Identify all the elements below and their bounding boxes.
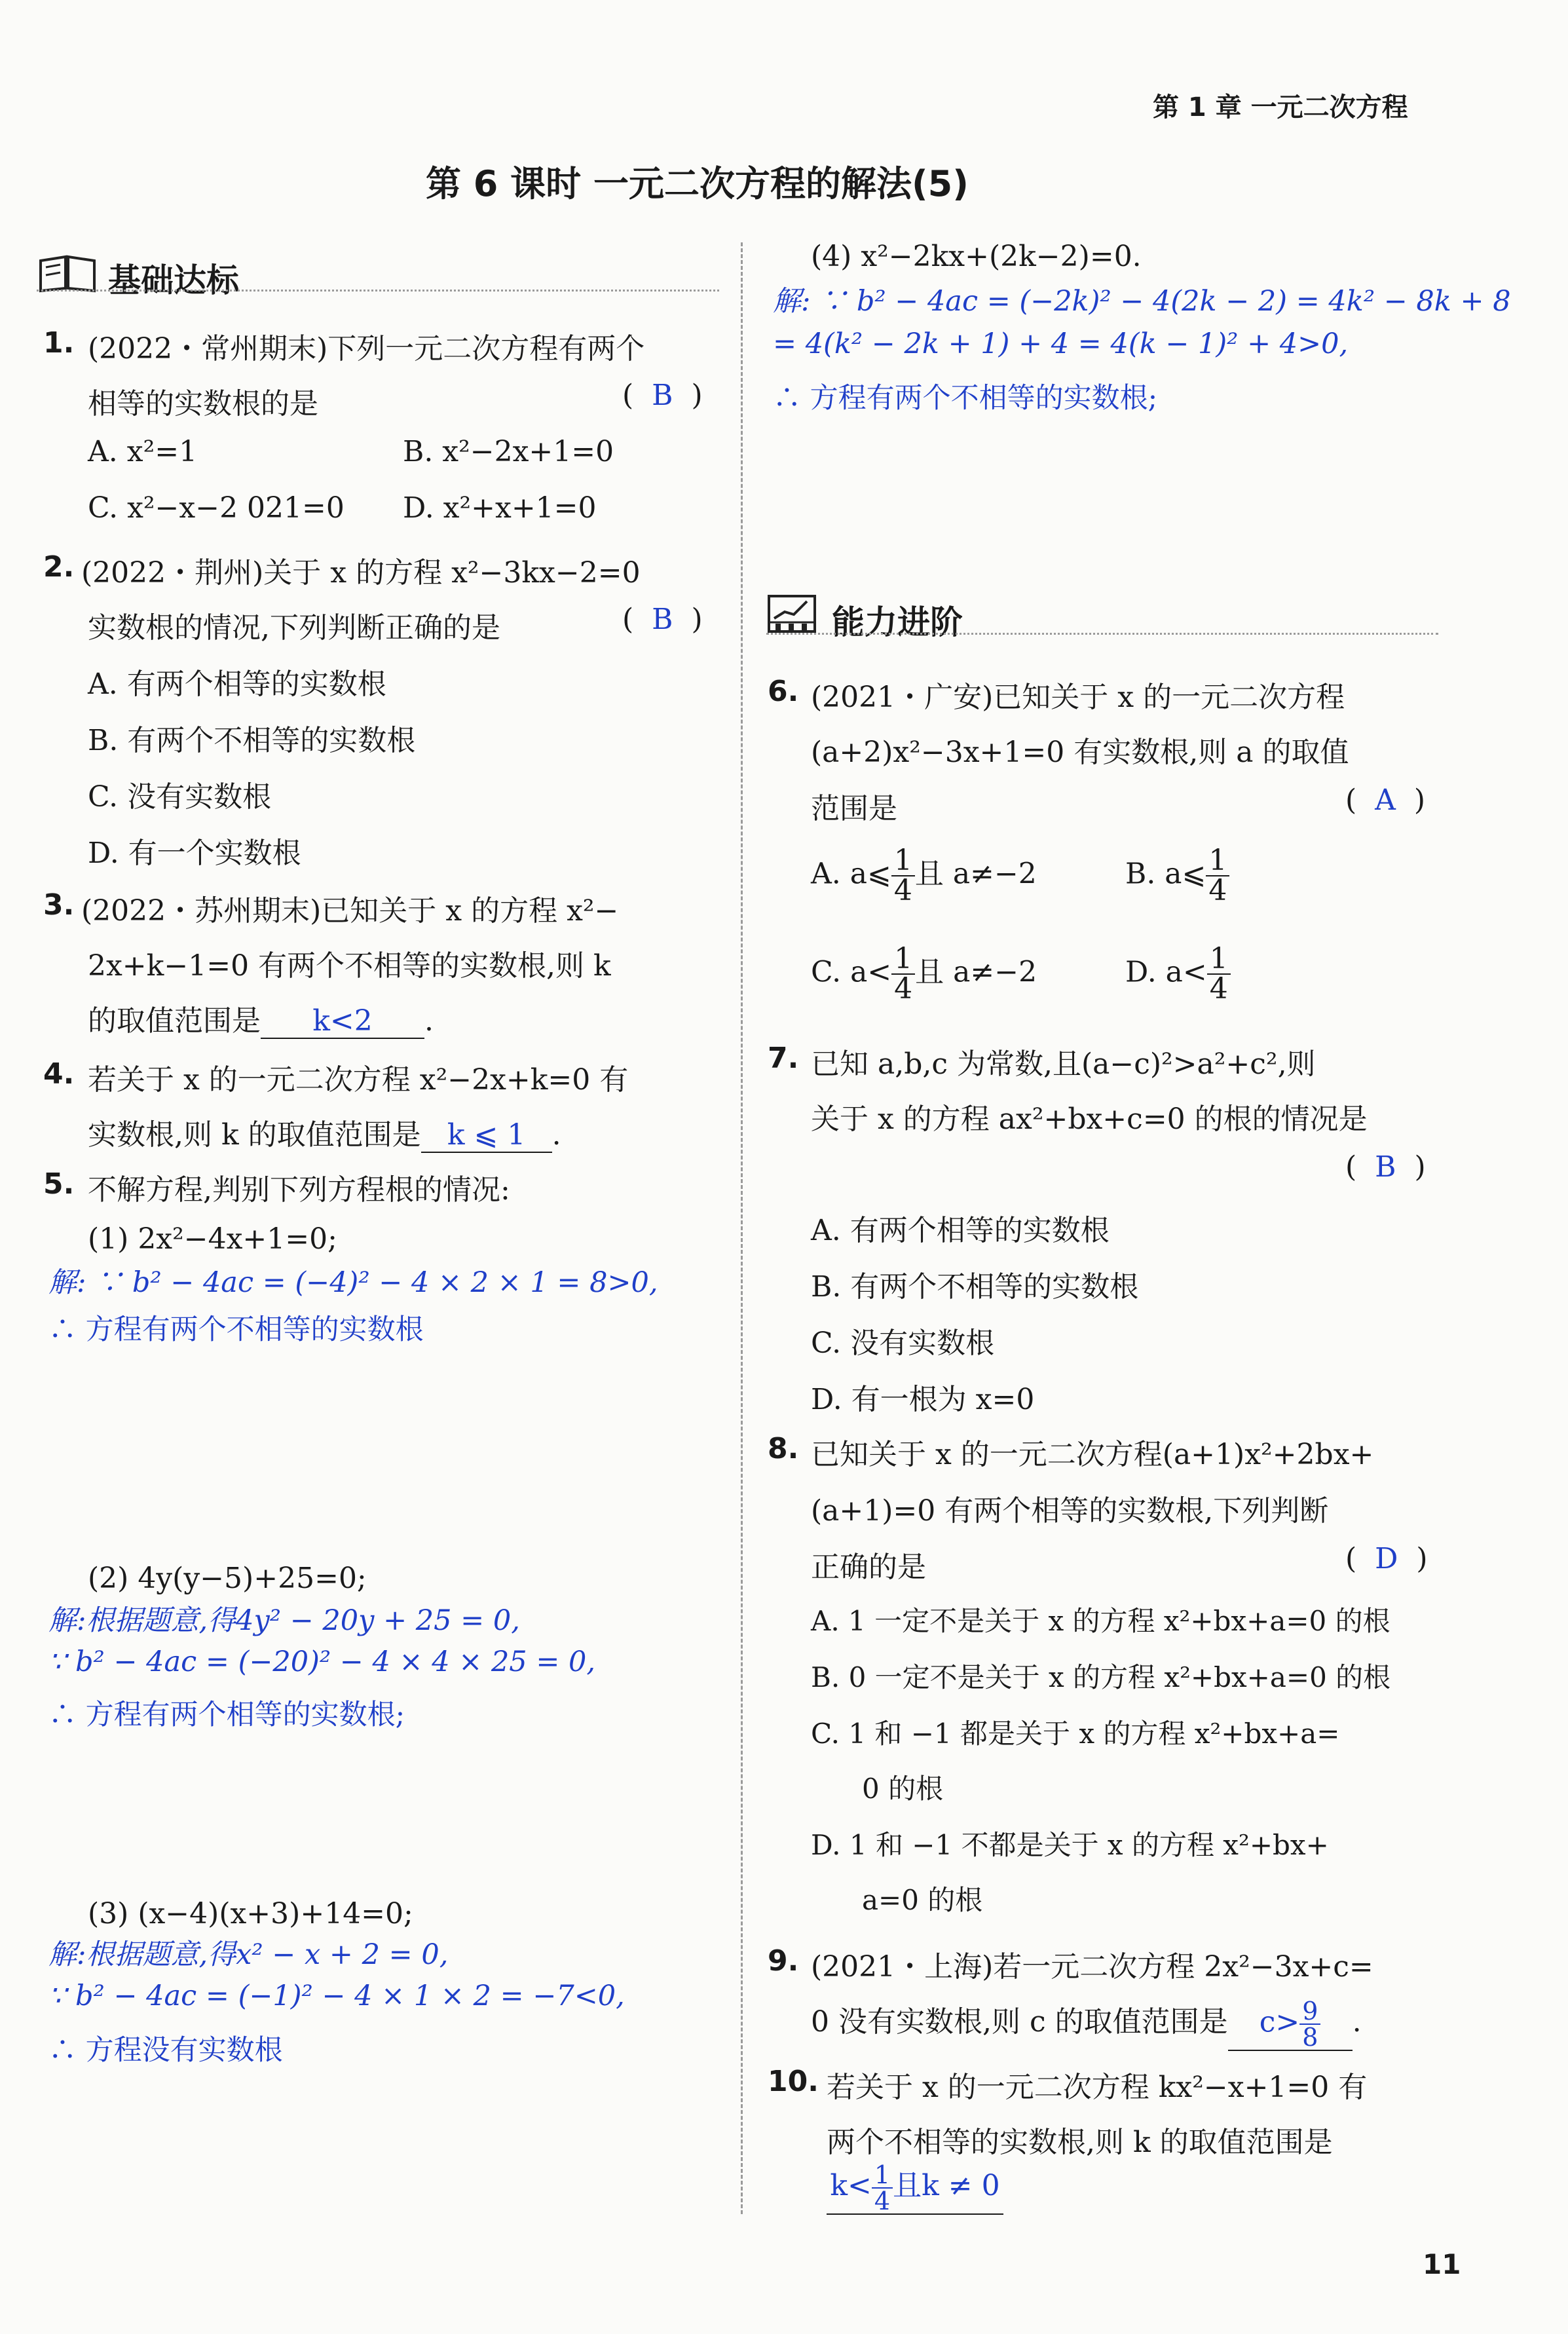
q6-option-d-fraction [1207,942,1231,1006]
q7-line1: 已知 a,b,c 为常数,且(a−c)²>a²+c²,则 [811,1047,1316,1081]
q6-option-a-prefix: A. a⩽ [811,857,891,891]
q6-line2: (a+2)x²−3x+1=0 有实数根,则 a 的取值 [811,736,1349,769]
q9-line2-text: 0 没有实数根,则 c 的取值范围是 [811,2005,1228,2039]
q3-line3: 的取值范围是 k<2 . [88,1004,434,1038]
q6-option-a [811,846,1037,905]
q2-answer-bracket: ( B ) [622,603,703,636]
q6-option-d-num: 1 [1207,945,1231,975]
q7-option-b: B. 有两个不相等的实数根 [811,1270,1139,1304]
q6-option-a-num: 1 [891,846,915,876]
q5-p2-solution-line3: ∴ 方程有两个相等的实数根; [48,1699,405,1731]
chapter-header: 第 1 章 一元二次方程 [1153,92,1408,122]
q3-line3-text: 的取值范围是 [88,1004,261,1038]
q7-answer: B [1375,1150,1396,1184]
q6-option-b [1125,846,1229,905]
q1-answer: B [652,379,673,412]
q5-p1-solution-line1: 解: ∵ b² − 4ac = (−4)² − 4 × 2 × 1 = 8>0, [48,1266,658,1299]
q6-line1: (2021・广安)已知关于 x 的一元二次方程 [811,681,1345,714]
q5-p4-equation: (4) x²−2kx+(2k−2)=0. [811,240,1142,273]
q6-option-c-prefix: C. a< [811,955,892,989]
q10-answer-den: 4 [874,2186,891,2215]
q6-option-c-num: 1 [891,945,915,975]
column-divider [741,242,743,2214]
chart-growth-icon [766,592,817,635]
q1-option-a: A. x²=1 [88,435,198,468]
q8-number: 8. [768,1432,799,1465]
q8-answer: D [1375,1542,1398,1575]
q10-answer-num: 1 [872,2162,893,2189]
q10-answer-blank [827,2162,1003,2215]
q6-option-d-prefix: D. a< [1125,955,1207,989]
q9-answer-num: 9 [1299,1999,1320,2025]
q10-number: 10. [768,2065,819,2098]
q10-answer-prefix: k< [830,2169,872,2202]
q6-option-a-den: 4 [893,874,912,907]
q6-answer: A [1375,783,1396,817]
q4-answer-blank: k ⩽ 1 [421,1118,552,1153]
book-icon [37,252,100,293]
q8-option-c-line2: 0 的根 [862,1773,944,1805]
q8-answer-bracket: ( D ) [1345,1542,1428,1575]
q3-line1: (2022・苏州期末)已知关于 x 的方程 x²− [81,894,619,928]
q5-p4-solution-line3: ∴ 方程有两个不相等的实数根; [773,382,1158,415]
q1-line1: (2022・常州期末)下列一元二次方程有两个 [88,332,645,366]
q1-number: 1. [43,326,75,360]
q5-p2-solution-line1: 解:根据题意,得4y² − 20y + 25 = 0, [48,1604,520,1637]
q8-line3: 正确的是 [811,1551,926,1584]
q2-option-d: D. 有一个实数根 [88,837,301,870]
q6-option-b-fraction [1206,846,1229,905]
q5-number: 5. [43,1167,75,1201]
q8-option-a: A. 1 一定不是关于 x 的方程 x²+bx+a=0 的根 [811,1605,1391,1637]
q5-p2-equation: (2) 4y(y−5)+25=0; [88,1562,367,1595]
q1-option-c: C. x²−x−2 021=0 [88,491,345,525]
q5-p3-solution-line2: ∵ b² − 4ac = (−1)² − 4 × 1 × 2 = −7<0, [48,1980,625,2012]
q6-option-c-den: 4 [894,972,913,1006]
q1-line2: 相等的实数根的是 [88,387,318,421]
q6-option-c [811,942,1037,1006]
page-number: 11 [1423,2248,1461,2280]
q6-option-a-suffix: 且 a≠−2 [914,857,1037,891]
q5-p3-solution-line3: ∴ 方程没有实数根 [48,2034,283,2067]
q1-answer-bracket: ( B ) [622,379,703,412]
q10-line2: 两个不相等的实数根,则 k 的取值范围是 [827,2126,1333,2159]
q9-answer-prefix: c> [1259,2005,1300,2039]
q2-option-a: A. 有两个相等的实数根 [88,668,386,701]
q6-option-d [1125,942,1231,1006]
q6-option-a-fraction [891,846,915,905]
q7-option-a: A. 有两个相等的实数根 [811,1214,1110,1247]
q9-answer-den: 8 [1302,2022,1318,2052]
q8-option-c-line1: C. 1 和 −1 都是关于 x 的方程 x²+bx+a= [811,1718,1340,1750]
section-advanced-underline [766,633,1438,635]
q2-line2: 实数根的情况,下列判断正确的是 [88,611,500,645]
q10-answer-line [827,2162,1003,2215]
q1-option-b: B. x²−2x+1=0 [403,435,614,468]
q6-option-b-prefix: B. a⩽ [1125,857,1206,891]
section-advanced-title: 能力进阶 [832,603,963,641]
q5-p3-solution-line1: 解:根据题意,得x² − x + 2 = 0, [48,1938,449,1971]
q6-option-b-den: 4 [1208,874,1227,907]
q3-number: 3. [43,888,75,922]
q8-option-d-line1: D. 1 和 −1 不都是关于 x 的方程 x²+bx+ [811,1829,1329,1861]
q9-line1: (2021・上海)若一元二次方程 2x²−3x+c= [811,1950,1373,1984]
q2-answer: B [652,603,673,636]
q2-option-b: B. 有两个不相等的实数根 [88,724,416,757]
q7-option-d: D. 有一根为 x=0 [811,1383,1035,1416]
q2-number: 2. [43,550,75,584]
q6-option-c-suffix: 且 a≠−2 [915,955,1037,989]
q9-answer-fraction [1299,1996,1320,2052]
q6-option-d-den: 4 [1209,972,1228,1006]
q9-line2: 0 没有实数根,则 c 的取值范围是 c> $\frac{9}{8}$ . [811,1996,1362,2052]
section-basic-underline [37,290,719,292]
q6-line3: 范围是 [811,792,897,825]
q8-option-d-line2: a=0 的根 [862,1884,983,1916]
q8-line1: 已知关于 x 的一元二次方程(a+1)x²+2bx+ [811,1438,1374,1471]
q3-line2: 2x+k−1=0 有两个不相等的实数根,则 k [88,949,611,983]
q6-option-b-num: 1 [1206,846,1229,876]
q5-p1-equation: (1) 2x²−4x+1=0; [88,1222,337,1256]
q4-line1: 若关于 x 的一元二次方程 x²−2x+k=0 有 [88,1063,629,1097]
q8-line2: (a+1)=0 有两个相等的实数根,下列判断 [811,1494,1329,1528]
q6-answer-bracket: ( A ) [1345,783,1426,817]
q1-option-d: D. x²+x+1=0 [403,491,597,525]
q3-answer-blank: k<2 [261,1004,424,1039]
q5-p3-equation: (3) (x−4)(x+3)+14=0; [88,1897,413,1930]
q9-number: 9. [768,1944,799,1978]
q5-text: 不解方程,判别下列方程根的情况: [88,1173,510,1207]
q5-p1-solution-line2: ∴ 方程有两个不相等的实数根 [48,1313,424,1346]
q4-line2-text: 实数根,则 k 的取值范围是 [88,1118,421,1152]
q7-option-c: C. 没有实数根 [811,1327,995,1360]
q7-number: 7. [768,1042,799,1075]
q7-line2: 关于 x 的方程 ax²+bx+c=0 的根的情况是 [811,1102,1368,1136]
q2-line1: (2022・荆州)关于 x 的方程 x²−3kx−2=0 [81,556,641,590]
q5-p4-solution-line2: = 4(k² − 2k + 1) + 4 = 4(k − 1)² + 4>0, [773,328,1349,360]
q8-option-b: B. 0 一定不是关于 x 的方程 x²+bx+a=0 的根 [811,1661,1391,1693]
section-basic-title: 基础达标 [108,261,239,299]
q2-option-c: C. 没有实数根 [88,780,272,814]
q10-line1: 若关于 x 的一元二次方程 kx²−x+1=0 有 [827,2071,1368,2104]
q7-answer-bracket: ( B ) [1345,1150,1426,1184]
q9-answer-blank [1228,1996,1353,2052]
q6-option-c-fraction [891,942,915,1006]
q6-number: 6. [768,675,799,708]
q10-answer-suffix: 且k ≠ 0 [893,2169,1000,2202]
q10-answer-fraction [872,2162,893,2213]
q5-p4-solution-line1: 解: ∵ b² − 4ac = (−2k)² − 4(2k − 2) = 4k² − 8k + 8 [773,285,1511,318]
q5-p2-solution-line2: ∵ b² − 4ac = (−20)² − 4 × 4 × 25 = 0, [48,1646,596,1678]
q4-line2: 实数根,则 k 的取值范围是 k ⩽ 1 . [88,1118,561,1152]
page-title: 第 6 课时 一元二次方程的解法(5) [426,163,969,204]
q4-number: 4. [43,1057,75,1091]
